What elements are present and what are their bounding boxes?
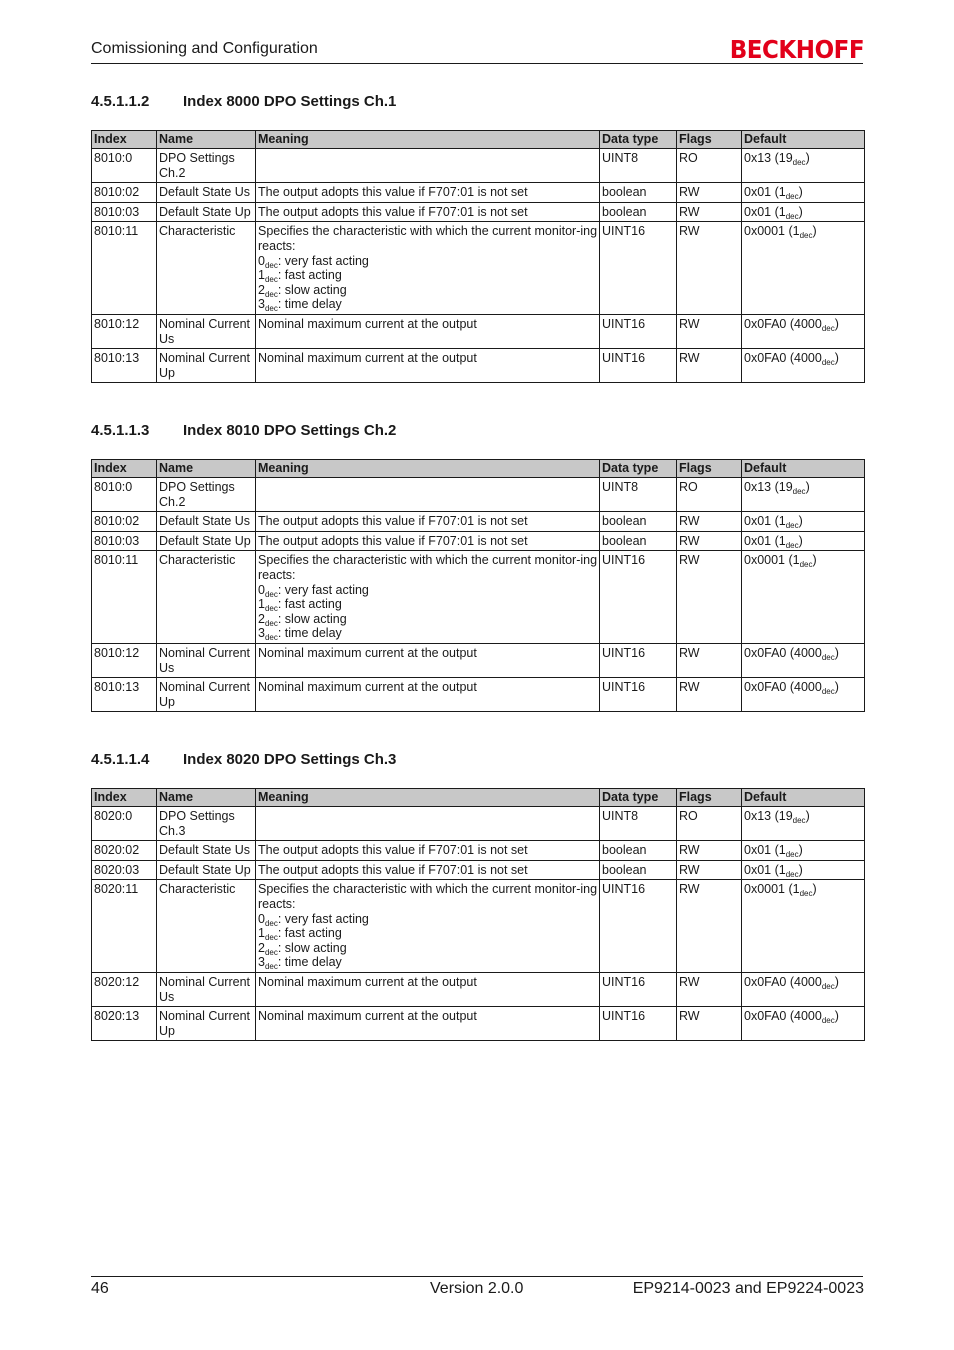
- cell-name: Default State Up: [157, 531, 256, 551]
- default-close: ): [834, 1009, 839, 1024]
- cell-data-type: UINT8: [600, 149, 677, 183]
- characteristic-option: [258, 597, 598, 612]
- object-table: [91, 130, 865, 383]
- cell-default: [742, 349, 865, 383]
- column-header-name: Name: [157, 789, 256, 807]
- default-value: 0x0FA0 (4000: [744, 974, 822, 989]
- cell-name: Nominal Current Us: [157, 643, 256, 677]
- option-label: : time delay: [277, 955, 342, 970]
- cell-index: 8010:11: [92, 551, 157, 644]
- characteristic-option: [258, 612, 598, 627]
- cell-default: [742, 841, 865, 861]
- cell-data-type: UINT16: [600, 1007, 677, 1041]
- cell-index: 8020:13: [92, 1007, 157, 1041]
- cell-data-type: UINT16: [600, 551, 677, 644]
- option-label: : fast acting: [277, 268, 342, 283]
- header-divider: [91, 63, 863, 64]
- characteristic-option: [258, 941, 598, 956]
- cell-name: Default State Us: [157, 512, 256, 532]
- default-value: 0x13 (19: [744, 151, 793, 165]
- default-unit: dec: [792, 158, 806, 167]
- cell-index: 8010:13: [92, 349, 157, 383]
- option-label: : time delay: [277, 626, 342, 641]
- characteristic-option: [258, 268, 598, 283]
- cell-flags: RO: [677, 478, 742, 512]
- cell-name: DPO Settings Ch.2: [157, 149, 256, 183]
- cell-meaning: [256, 531, 600, 551]
- cell-index: 8010:02: [92, 183, 157, 203]
- cell-name: Characteristic: [157, 551, 256, 644]
- cell-default: [742, 551, 865, 644]
- cell-index: 8010:12: [92, 314, 157, 348]
- table-row: [92, 551, 865, 644]
- cell-flags: RW: [677, 222, 742, 315]
- table-header-row: [92, 789, 865, 807]
- page-number: 46: [91, 1280, 109, 1297]
- cell-data-type: UINT8: [600, 807, 677, 841]
- cell-default: [742, 678, 865, 712]
- column-header-meaning: Meaning: [256, 131, 600, 149]
- meaning-text: Specifies the characteristic with which the current monitor-ing reacts:: [258, 882, 598, 911]
- meaning-text: Nominal maximum current at the output: [258, 1009, 477, 1024]
- characteristic-option: [258, 254, 598, 269]
- option-unit: dec: [264, 633, 278, 643]
- option-label: : time delay: [277, 297, 342, 312]
- default-close: ): [834, 645, 839, 660]
- cell-name: Nominal Current Us: [157, 972, 256, 1006]
- cell-flags: RW: [677, 880, 742, 973]
- default-value: 0x0001 (1: [744, 882, 800, 897]
- cell-data-type: UINT16: [600, 972, 677, 1006]
- cell-default: [742, 183, 865, 203]
- table-row: [92, 841, 865, 861]
- section-title: Index 8010 DPO Settings Ch.2: [183, 422, 397, 439]
- default-value: 0x01 (1: [744, 533, 786, 548]
- section-heading: [91, 92, 864, 112]
- cell-index: 8010:11: [92, 222, 157, 315]
- option-unit: dec: [264, 947, 278, 957]
- cell-data-type: boolean: [600, 183, 677, 203]
- default-value: 0x0FA0 (4000: [744, 1009, 822, 1024]
- default-close: ): [798, 514, 803, 529]
- cell-flags: RW: [677, 314, 742, 348]
- option-value: 3: [258, 626, 265, 641]
- table-row: [92, 349, 865, 383]
- default-unit: dec: [785, 869, 799, 879]
- cell-default: [742, 512, 865, 532]
- default-unit: dec: [792, 487, 806, 496]
- column-header-index: Index: [92, 460, 157, 478]
- table-row: [92, 512, 865, 532]
- cell-data-type: boolean: [600, 841, 677, 861]
- section-number: 4.5.1.1.4: [91, 751, 150, 768]
- meaning-text: Specifies the characteristic with which the current monitor-ing reacts:: [258, 224, 598, 253]
- table-row: [92, 531, 865, 551]
- default-close: ): [798, 204, 803, 219]
- cell-index: 8010:02: [92, 512, 157, 532]
- option-value: 3: [258, 297, 265, 312]
- default-value: 0x01 (1: [744, 862, 786, 877]
- cell-default: [742, 202, 865, 222]
- cell-index: 8010:13: [92, 678, 157, 712]
- column-header-name: Name: [157, 460, 256, 478]
- meaning-text: The output adopts this value if F707:01 is not set: [258, 843, 528, 858]
- default-value: 0x01 (1: [744, 514, 786, 529]
- cell-flags: RW: [677, 183, 742, 203]
- default-close: ): [834, 351, 839, 366]
- option-unit: dec: [264, 962, 278, 972]
- option-value: 2: [258, 611, 265, 626]
- table-row: [92, 880, 865, 973]
- cell-data-type: boolean: [600, 202, 677, 222]
- default-close: ): [812, 882, 817, 897]
- option-unit: dec: [264, 275, 278, 285]
- default-value: 0x0001 (1: [744, 553, 800, 568]
- option-label: : very fast acting: [277, 253, 369, 268]
- meaning-text: The output adopts this value if F707:01 is not set: [258, 533, 528, 548]
- option-value: 1: [258, 268, 265, 283]
- cell-data-type: UINT16: [600, 314, 677, 348]
- option-unit: dec: [264, 289, 278, 299]
- section-heading: [91, 750, 864, 770]
- cell-index: 8020:0: [92, 807, 157, 841]
- section-3: [91, 750, 864, 1041]
- column-header-default: Default: [742, 789, 865, 807]
- option-value: 0: [258, 582, 265, 597]
- cell-meaning: [256, 314, 600, 348]
- default-close: ): [812, 224, 817, 239]
- option-label: : slow acting: [277, 940, 347, 955]
- column-header-flags: Flags: [677, 789, 742, 807]
- default-unit: dec: [785, 540, 799, 550]
- option-unit: dec: [264, 604, 278, 614]
- cell-default: [742, 478, 865, 512]
- default-unit: dec: [821, 687, 835, 697]
- default-close: ): [798, 533, 803, 548]
- default-close: ): [812, 553, 817, 568]
- cell-name: DPO Settings Ch.3: [157, 807, 256, 841]
- cell-index: 8010:0: [92, 149, 157, 183]
- cell-data-type: UINT8: [600, 478, 677, 512]
- cell-meaning: [256, 222, 600, 315]
- option-value: 0: [258, 253, 265, 268]
- default-close: ): [798, 843, 803, 858]
- table-header-row: [92, 131, 865, 149]
- cell-flags: RW: [677, 349, 742, 383]
- section-title: Index 8020 DPO Settings Ch.3: [183, 751, 397, 768]
- characteristic-option: [258, 912, 598, 927]
- cell-flags: RW: [677, 512, 742, 532]
- cell-meaning: [256, 512, 600, 532]
- characteristic-option: [258, 955, 598, 970]
- cell-flags: RO: [677, 149, 742, 183]
- default-value: 0x13 (19: [744, 809, 793, 823]
- cell-index: 8020:03: [92, 860, 157, 880]
- cell-name: Default State Up: [157, 202, 256, 222]
- option-unit: dec: [264, 260, 278, 270]
- cell-default: [742, 1007, 865, 1041]
- cell-data-type: UINT16: [600, 678, 677, 712]
- cell-name: Nominal Current Up: [157, 349, 256, 383]
- object-table: [91, 788, 865, 1041]
- option-value: 1: [258, 597, 265, 612]
- cell-meaning: [256, 183, 600, 203]
- table-row: [92, 807, 865, 841]
- option-value: 2: [258, 940, 265, 955]
- cell-meaning: [256, 880, 600, 973]
- table-row: [92, 202, 865, 222]
- column-header-datatype: Data type: [600, 131, 677, 149]
- cell-flags: RW: [677, 972, 742, 1006]
- column-header-flags: Flags: [677, 460, 742, 478]
- default-value: 0x0FA0 (4000: [744, 680, 822, 695]
- cell-default: [742, 222, 865, 315]
- default-unit: dec: [792, 816, 806, 825]
- meaning-text: The output adopts this value if F707:01 is not set: [258, 514, 528, 529]
- cell-flags: RW: [677, 860, 742, 880]
- cell-meaning: [256, 972, 600, 1006]
- option-value: 0: [258, 911, 265, 926]
- characteristic-option: [258, 283, 598, 298]
- default-unit: dec: [821, 358, 835, 368]
- default-close: ): [798, 862, 803, 877]
- cell-meaning: [256, 202, 600, 222]
- table-row: [92, 1007, 865, 1041]
- default-unit: dec: [785, 521, 799, 531]
- column-header-meaning: Meaning: [256, 460, 600, 478]
- option-label: : slow acting: [277, 282, 347, 297]
- option-label: : slow acting: [277, 611, 347, 626]
- cell-flags: RW: [677, 841, 742, 861]
- option-label: : very fast acting: [277, 911, 369, 926]
- column-header-default: Default: [742, 460, 865, 478]
- default-unit: dec: [785, 850, 799, 860]
- section-number: 4.5.1.1.2: [91, 93, 150, 110]
- option-value: 1: [258, 926, 265, 941]
- characteristic-option: [258, 297, 598, 312]
- default-unit: dec: [799, 560, 813, 570]
- default-unit: dec: [799, 231, 813, 241]
- product-name: EP9214-0023 and EP9224-0023: [632, 1280, 864, 1297]
- default-close: ): [805, 151, 810, 165]
- cell-meaning: [256, 678, 600, 712]
- cell-default: [742, 860, 865, 880]
- cell-flags: RW: [677, 531, 742, 551]
- characteristic-option: [258, 926, 598, 941]
- cell-default: [742, 149, 865, 183]
- section-title: Index 8000 DPO Settings Ch.1: [183, 93, 397, 110]
- table-header-row: [92, 460, 865, 478]
- default-unit: dec: [821, 1016, 835, 1026]
- cell-name: Nominal Current Up: [157, 1007, 256, 1041]
- default-unit: dec: [821, 981, 835, 991]
- option-unit: dec: [264, 918, 278, 928]
- cell-data-type: UINT16: [600, 349, 677, 383]
- page-header-title: Comissioning and Configuration: [91, 40, 318, 57]
- column-header-meaning: Meaning: [256, 789, 600, 807]
- cell-default: [742, 643, 865, 677]
- default-value: 0x01 (1: [744, 204, 786, 219]
- default-close: ): [834, 974, 839, 989]
- cell-data-type: boolean: [600, 860, 677, 880]
- table-row: [92, 222, 865, 315]
- meaning-text: The output adopts this value if F707:01 is not set: [258, 204, 528, 219]
- option-unit: dec: [264, 589, 278, 599]
- column-header-datatype: Data type: [600, 460, 677, 478]
- beckhoff-logo: BECKHOFF: [729, 35, 864, 64]
- table-row: [92, 643, 865, 677]
- cell-index: 8010:12: [92, 643, 157, 677]
- cell-meaning: [256, 551, 600, 644]
- column-header-flags: Flags: [677, 131, 742, 149]
- cell-index: 8010:03: [92, 202, 157, 222]
- default-unit: dec: [821, 323, 835, 333]
- cell-name: DPO Settings Ch.2: [157, 478, 256, 512]
- cell-name: Default State Us: [157, 183, 256, 203]
- cell-meaning: [256, 860, 600, 880]
- column-header-datatype: Data type: [600, 789, 677, 807]
- cell-default: [742, 807, 865, 841]
- default-unit: dec: [785, 192, 799, 202]
- cell-index: 8010:0: [92, 478, 157, 512]
- default-value: 0x01 (1: [744, 843, 786, 858]
- cell-name: Default State Up: [157, 860, 256, 880]
- meaning-text: Nominal maximum current at the output: [258, 316, 477, 331]
- table-row: [92, 183, 865, 203]
- cell-meaning: [256, 841, 600, 861]
- cell-meaning: [256, 1007, 600, 1041]
- object-table: [91, 459, 865, 712]
- option-unit: dec: [264, 933, 278, 943]
- table-row: [92, 972, 865, 1006]
- table-row: [92, 149, 865, 183]
- column-header-index: Index: [92, 789, 157, 807]
- cell-name: Nominal Current Us: [157, 314, 256, 348]
- characteristic-option: [258, 583, 598, 598]
- meaning-text: Nominal maximum current at the output: [258, 351, 477, 366]
- cell-default: [742, 972, 865, 1006]
- table-row: [92, 860, 865, 880]
- default-value: 0x0FA0 (4000: [744, 316, 822, 331]
- cell-name: Nominal Current Up: [157, 678, 256, 712]
- meaning-text: Nominal maximum current at the output: [258, 974, 477, 989]
- cell-flags: RW: [677, 202, 742, 222]
- option-value: 2: [258, 282, 265, 297]
- cell-flags: RW: [677, 643, 742, 677]
- default-close: ): [798, 185, 803, 200]
- option-unit: dec: [264, 618, 278, 628]
- default-unit: dec: [799, 889, 813, 899]
- cell-data-type: boolean: [600, 512, 677, 532]
- default-unit: dec: [821, 652, 835, 662]
- section-2: [91, 421, 864, 712]
- cell-data-type: UINT16: [600, 880, 677, 973]
- section-heading: [91, 421, 864, 441]
- table-row: [92, 678, 865, 712]
- option-value: 3: [258, 955, 265, 970]
- column-header-default: Default: [742, 131, 865, 149]
- meaning-text: Specifies the characteristic with which the current monitor-ing reacts:: [258, 553, 598, 582]
- meaning-text: The output adopts this value if F707:01 is not set: [258, 862, 528, 877]
- cell-data-type: UINT16: [600, 222, 677, 315]
- characteristic-option: [258, 626, 598, 641]
- cell-index: 8020:02: [92, 841, 157, 861]
- default-close: ): [805, 480, 810, 494]
- cell-meaning: [256, 349, 600, 383]
- default-value: 0x13 (19: [744, 480, 793, 494]
- meaning-text: The output adopts this value if F707:01 is not set: [258, 185, 528, 200]
- cell-data-type: UINT16: [600, 643, 677, 677]
- column-header-name: Name: [157, 131, 256, 149]
- option-label: : fast acting: [277, 597, 342, 612]
- option-unit: dec: [264, 304, 278, 314]
- cell-meaning: [256, 643, 600, 677]
- default-close: ): [834, 316, 839, 331]
- cell-index: 8020:12: [92, 972, 157, 1006]
- footer-divider: [91, 1276, 863, 1277]
- cell-meaning: [256, 478, 600, 512]
- cell-flags: RW: [677, 678, 742, 712]
- option-label: : very fast acting: [277, 582, 369, 597]
- cell-default: [742, 880, 865, 973]
- cell-data-type: boolean: [600, 531, 677, 551]
- cell-meaning: [256, 149, 600, 183]
- default-value: 0x01 (1: [744, 185, 786, 200]
- meaning-text: Nominal maximum current at the output: [258, 645, 477, 660]
- default-value: 0x0001 (1: [744, 224, 800, 239]
- cell-default: [742, 314, 865, 348]
- default-unit: dec: [785, 211, 799, 221]
- cell-name: Default State Us: [157, 841, 256, 861]
- section-number: 4.5.1.1.3: [91, 422, 150, 439]
- table-row: [92, 478, 865, 512]
- document-version: Version 2.0.0: [430, 1280, 524, 1297]
- cell-flags: RO: [677, 807, 742, 841]
- section-1: [91, 92, 864, 383]
- cell-index: 8010:03: [92, 531, 157, 551]
- cell-default: [742, 531, 865, 551]
- cell-flags: RW: [677, 1007, 742, 1041]
- default-value: 0x0FA0 (4000: [744, 351, 822, 366]
- column-header-index: Index: [92, 131, 157, 149]
- meaning-text: Nominal maximum current at the output: [258, 680, 477, 695]
- cell-name: Characteristic: [157, 222, 256, 315]
- table-row: [92, 314, 865, 348]
- cell-index: 8020:11: [92, 880, 157, 973]
- cell-name: Characteristic: [157, 880, 256, 973]
- default-value: 0x0FA0 (4000: [744, 645, 822, 660]
- cell-meaning: [256, 807, 600, 841]
- default-close: ): [834, 680, 839, 695]
- option-label: : fast acting: [277, 926, 342, 941]
- cell-flags: RW: [677, 551, 742, 644]
- default-close: ): [805, 809, 810, 823]
